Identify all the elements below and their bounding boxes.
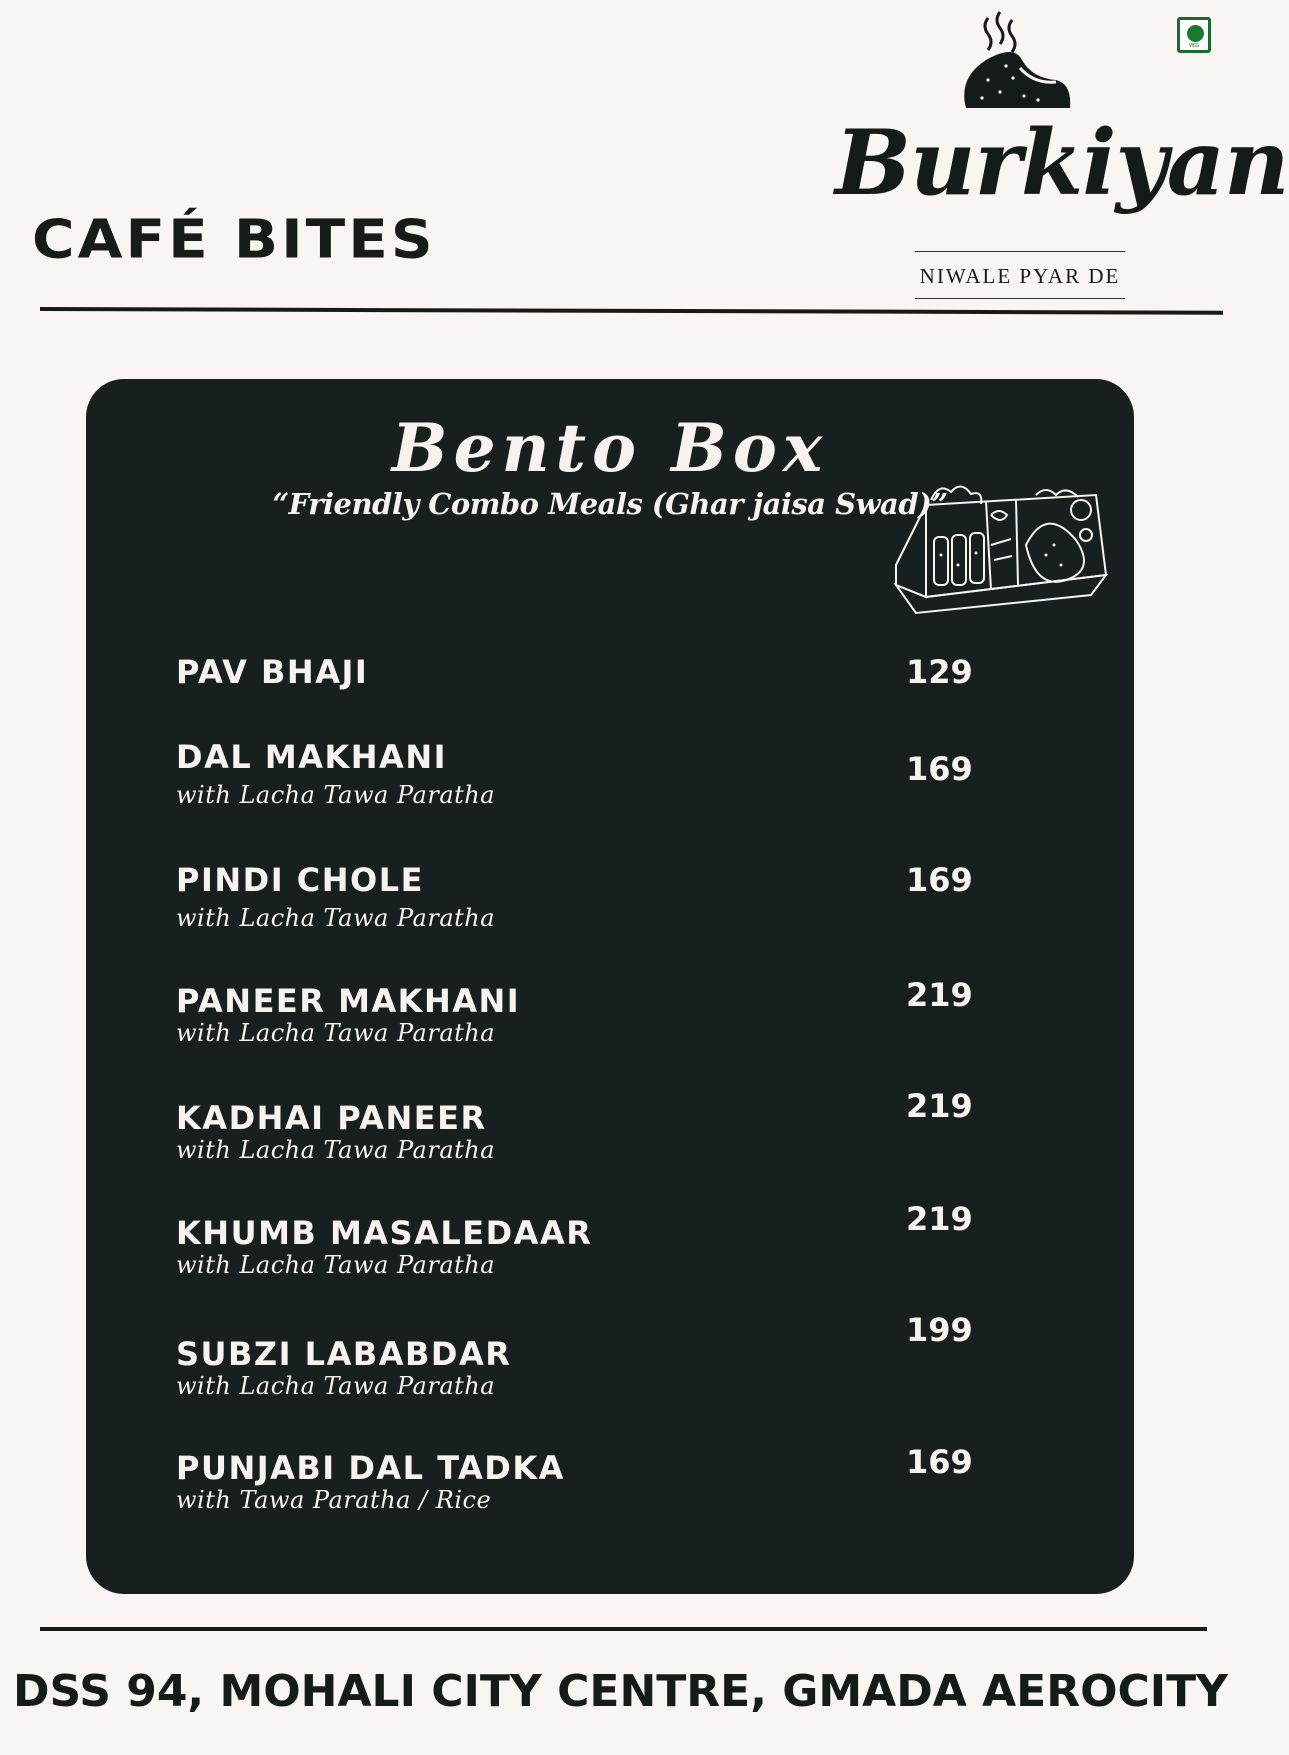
veg-dot	[1187, 25, 1204, 42]
bento-box-icon	[886, 465, 1116, 615]
section-title: CAFÉ BITES	[32, 207, 436, 271]
item-description: with Lacha Tawa Paratha	[176, 1251, 496, 1279]
item-name: KHUMB MASALEDAAR	[176, 1214, 593, 1252]
item-description: with Lacha Tawa Paratha	[176, 781, 496, 809]
menu-item	[176, 1443, 1076, 1514]
panel-title: Bento Box	[391, 409, 829, 487]
item-price: 169	[906, 750, 973, 788]
item-price: 219	[906, 1200, 973, 1238]
brand-logo: Burkiyan	[835, 110, 1289, 216]
panel-subtitle: “Friendly Combo Meals (Ghar jaisa Swad)”	[272, 487, 948, 521]
menu-item	[176, 1311, 1076, 1400]
item-name: KADHAI PANEER	[176, 1099, 487, 1137]
tagline-rule-bottom	[915, 298, 1125, 299]
item-name: PUNJABI DAL TADKA	[176, 1449, 565, 1487]
item-name: PANEER MAKHANI	[176, 982, 521, 1020]
item-name: PINDI CHOLE	[176, 861, 424, 899]
menu-item	[176, 1087, 1076, 1164]
item-description: with Lacha Tawa Paratha	[176, 1136, 496, 1164]
menu-item	[176, 976, 1076, 1047]
menu-item	[176, 861, 1076, 932]
item-description: with Lacha Tawa Paratha	[176, 1372, 496, 1400]
footer-divider	[40, 1627, 1207, 1631]
bento-box-panel	[86, 379, 1134, 1594]
tagline-rule-top	[915, 251, 1125, 252]
item-description: with Lacha Tawa Paratha	[176, 1019, 496, 1047]
item-description: with Tawa Paratha / Rice	[176, 1486, 492, 1514]
steaming-food-icon	[958, 8, 1078, 118]
footer-address: DSS 94, MOHALI CITY CENTRE, GMADA AEROCITY	[12, 1666, 1229, 1717]
item-price: 219	[906, 1087, 973, 1125]
menu-item	[176, 738, 1076, 809]
item-price: 169	[906, 1443, 973, 1481]
item-name: DAL MAKHANI	[176, 738, 447, 776]
item-name: SUBZI LABABDAR	[176, 1335, 512, 1373]
tagline: NIWALE PYAR DE	[919, 264, 1121, 288]
menu-item	[176, 653, 1076, 691]
veg-label: VEG	[1188, 43, 1200, 49]
item-name: PAV BHAJI	[176, 653, 369, 691]
item-price: 129	[906, 653, 973, 691]
header-divider	[40, 307, 1223, 315]
item-price: 219	[906, 976, 973, 1014]
item-description: with Lacha Tawa Paratha	[176, 904, 496, 932]
menu-item	[176, 1200, 1076, 1279]
veg-mark-icon	[1177, 17, 1211, 53]
item-price: 199	[906, 1311, 973, 1349]
item-price: 169	[906, 861, 973, 899]
